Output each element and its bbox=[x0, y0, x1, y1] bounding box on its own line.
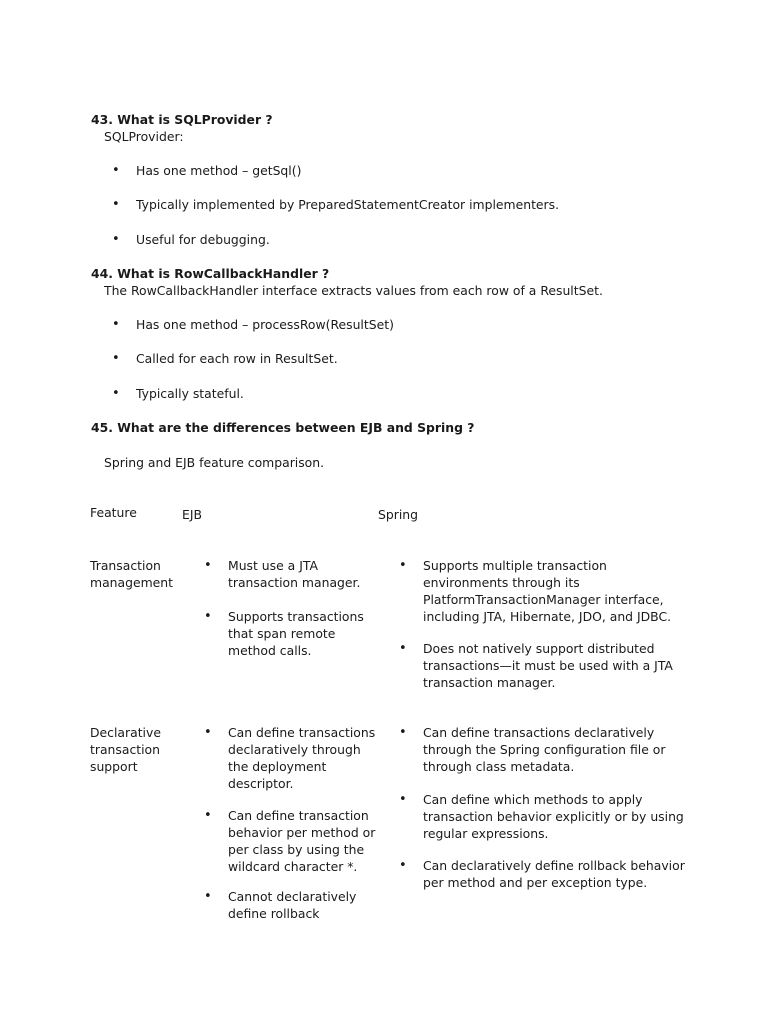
ejb-line: Must use a JTA bbox=[228, 558, 318, 573]
ejb-line: Cannot declaratively bbox=[228, 889, 357, 904]
bullet-icon: • bbox=[204, 725, 212, 740]
spring-line: Does not natively support distributed bbox=[423, 641, 655, 656]
bullet-icon: • bbox=[112, 197, 120, 212]
table-header-ejb: EJB bbox=[182, 507, 202, 522]
list-item bbox=[112, 350, 338, 367]
spring-line: PlatformTransactionManager interface, bbox=[423, 592, 664, 607]
ejb-line: Can define transactions bbox=[228, 725, 376, 740]
ejb-list-item bbox=[204, 724, 376, 792]
table-row-feature bbox=[90, 724, 161, 775]
spring-line: including JTA, Hibernate, JDO, and JDBC. bbox=[423, 609, 672, 624]
list-item-text: Has one method – getSql() bbox=[136, 163, 302, 178]
bullet-icon: • bbox=[399, 558, 407, 573]
question-44-intro: The RowCallbackHandler interface extracts values from each row of a ResultSet. bbox=[104, 283, 603, 298]
spring-line: regular expressions. bbox=[423, 826, 549, 841]
bullet-icon: • bbox=[399, 641, 407, 656]
table-row-feature bbox=[90, 557, 173, 591]
table-header-spring: Spring bbox=[378, 507, 418, 522]
list-item-text: Called for each row in ResultSet. bbox=[136, 351, 338, 366]
list-item bbox=[112, 196, 560, 213]
list-item bbox=[112, 385, 244, 402]
list-item bbox=[112, 316, 394, 333]
list-item bbox=[112, 231, 270, 248]
feature-line: transaction bbox=[90, 742, 160, 757]
feature-line: management bbox=[90, 575, 174, 590]
bullet-icon: • bbox=[204, 609, 212, 624]
feature-line: Declarative bbox=[90, 725, 161, 740]
spring-line: per method and per exception type. bbox=[423, 875, 648, 890]
question-44-heading: 44. What is RowCallbackHandler ? bbox=[91, 266, 330, 281]
ejb-list-item bbox=[204, 557, 361, 591]
spring-list-item bbox=[399, 724, 666, 775]
bullet-icon: • bbox=[204, 808, 212, 823]
bullet-icon: • bbox=[204, 558, 212, 573]
list-item-text: Typically stateful. bbox=[136, 386, 244, 401]
spring-line: through the Spring configuration file or bbox=[423, 742, 666, 757]
ejb-list-item bbox=[204, 608, 364, 659]
bullet-icon: • bbox=[112, 163, 120, 178]
table-header-feature: Feature bbox=[90, 505, 137, 520]
spring-list-item bbox=[399, 857, 685, 891]
spring-line: transactions—it must be used with a JTA bbox=[423, 658, 673, 673]
spring-line: transaction manager. bbox=[423, 675, 556, 690]
ejb-line: Supports transactions bbox=[228, 609, 364, 624]
feature-line: Transaction bbox=[90, 558, 161, 573]
ejb-line: method calls. bbox=[228, 643, 312, 658]
list-item-text: Useful for debugging. bbox=[136, 232, 270, 247]
bullet-icon: • bbox=[399, 858, 407, 873]
bullet-icon: • bbox=[399, 792, 407, 807]
question-45-heading: 45. What are the differences between EJB and Spring ? bbox=[91, 420, 475, 435]
feature-line: support bbox=[90, 759, 138, 774]
question-43-heading: 43. What is SQLProvider ? bbox=[91, 112, 273, 127]
spring-line: Supports multiple transaction bbox=[423, 558, 607, 573]
question-45-intro: Spring and EJB feature comparison. bbox=[104, 455, 325, 470]
ejb-list-item bbox=[204, 888, 357, 922]
bullet-icon: • bbox=[399, 725, 407, 740]
spring-line: Can define transactions declaratively bbox=[423, 725, 655, 740]
spring-line: Can declaratively define rollback behavior bbox=[423, 858, 685, 873]
bullet-icon: • bbox=[112, 351, 120, 366]
ejb-line: descriptor. bbox=[228, 776, 294, 791]
ejb-line: Can define transaction bbox=[228, 808, 369, 823]
ejb-line: define rollback bbox=[228, 906, 320, 921]
ejb-line: the deployment bbox=[228, 759, 327, 774]
spring-line: through class metadata. bbox=[423, 759, 575, 774]
spring-line: Can define which methods to apply bbox=[423, 792, 643, 807]
spring-list-item bbox=[399, 557, 672, 625]
ejb-line: per class by using the bbox=[228, 842, 365, 857]
spring-line: transaction behavior explicitly or by using bbox=[423, 809, 684, 824]
list-item-text: Has one method – processRow(ResultSet) bbox=[136, 317, 394, 332]
list-item-text: Typically implemented by PreparedStatementCreator implementers. bbox=[136, 197, 560, 212]
ejb-line: that span remote bbox=[228, 626, 336, 641]
ejb-line: behavior per method or bbox=[228, 825, 376, 840]
ejb-line: wildcard character *. bbox=[228, 859, 358, 874]
bullet-icon: • bbox=[112, 386, 120, 401]
ejb-list-item bbox=[204, 807, 376, 875]
spring-list-item bbox=[399, 791, 684, 842]
list-item bbox=[112, 162, 302, 179]
spring-list-item bbox=[399, 640, 673, 691]
bullet-icon: • bbox=[204, 889, 212, 904]
question-43-intro: SQLProvider: bbox=[104, 129, 184, 144]
spring-line: environments through its bbox=[423, 575, 580, 590]
ejb-line: transaction manager. bbox=[228, 575, 361, 590]
bullet-icon: • bbox=[112, 317, 120, 332]
ejb-line: declaratively through bbox=[228, 742, 361, 757]
bullet-icon: • bbox=[112, 232, 120, 247]
